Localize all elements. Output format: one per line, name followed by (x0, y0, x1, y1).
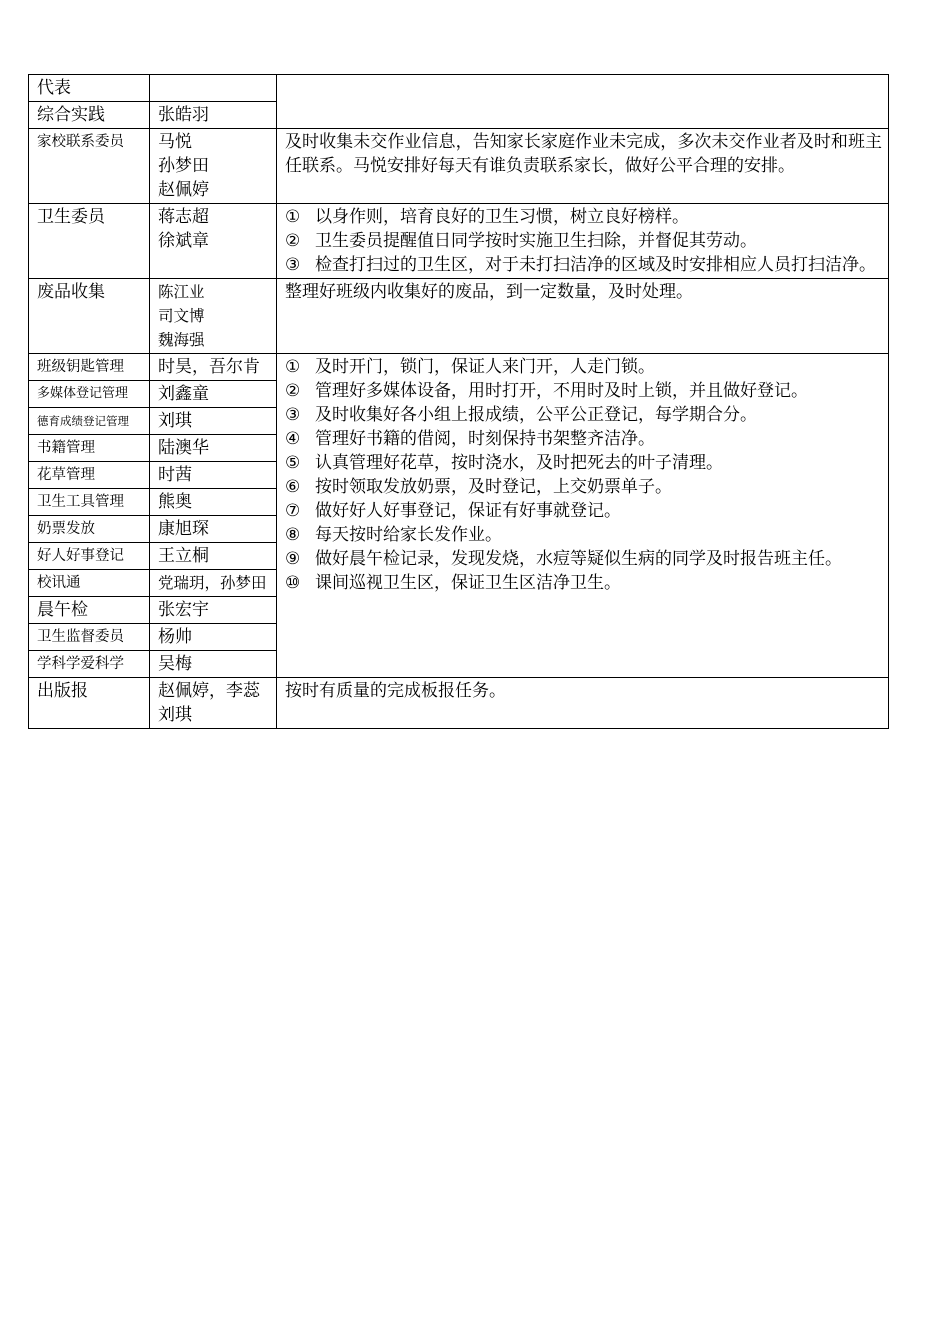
role-cell: 好人好事登记 (29, 543, 150, 570)
list-item: ⑤ 认真管理好花草，按时浇水，及时把死去的叶子清理。 (285, 453, 723, 473)
name: 陈江业 (158, 283, 205, 301)
list-item: ① 以身作则，培育良好的卫生习惯，树立良好榜样。 (285, 207, 689, 227)
list-item: ⑩ 课间巡视卫生区，保证卫生区洁净卫生。 (285, 573, 621, 593)
names-cell: 张皓羽 (150, 102, 277, 129)
list-item: ① 及时开门，锁门，保证人来门开，人走门锁。 (285, 357, 655, 377)
role-cell: 书籍管理 (29, 435, 150, 462)
name: 马悦 (158, 132, 192, 152)
table-row (29, 279, 889, 354)
name: 刘琪 (158, 705, 192, 725)
duty-cell: 整理好班级内收集好的废品，到一定数量，及时处理。 (277, 279, 889, 354)
names-cell: 张宏宇 (150, 597, 277, 624)
table-row (29, 129, 889, 204)
names-cell: 时昊，吾尔肯 (150, 354, 277, 381)
role-cell: 卫生监督委员 (29, 624, 150, 651)
role-cell: 卫生委员 (29, 204, 150, 279)
list-item: ⑧ 每天按时给家长发作业。 (285, 525, 502, 545)
names-cell: 熊奥 (150, 489, 277, 516)
names-cell: 刘鑫童 (150, 381, 277, 408)
duty-cell: 按时有质量的完成板报任务。 (277, 678, 889, 729)
role-cell: 班级钥匙管理 (29, 354, 150, 381)
names-cell: 康旭琛 (150, 516, 277, 543)
table-row (29, 204, 889, 279)
role-cell: 晨午检 (29, 597, 150, 624)
role-cell: 废品收集 (29, 279, 150, 354)
names-cell: 时茜 (150, 462, 277, 489)
role-cell: 学科学爱科学 (29, 651, 150, 678)
table-row (29, 678, 889, 729)
names-cell: 王立桐 (150, 543, 277, 570)
duty-list (285, 205, 882, 277)
names-cell: 党瑞玥，孙梦田 (150, 570, 277, 597)
names-cell: 刘琪 (150, 408, 277, 435)
role-cell: 卫生工具管理 (29, 489, 150, 516)
names-cell (150, 279, 277, 354)
role-cell: 奶票发放 (29, 516, 150, 543)
role-cell: 德育成绩登记管理 (29, 408, 150, 435)
role-cell: 花草管理 (29, 462, 150, 489)
names-cell: 杨帅 (150, 624, 277, 651)
name: 孙梦田 (158, 156, 209, 176)
duty-cell (277, 75, 889, 129)
name: 魏海强 (158, 331, 205, 349)
names-cell: 吴梅 (150, 651, 277, 678)
list-item: ③ 及时收集好各小组上报成绩，公平公正登记，每学期合分。 (285, 405, 757, 425)
name: 徐斌章 (158, 231, 209, 251)
list-item: ② 卫生委员提醒值日同学按时实施卫生扫除，并督促其劳动。 (285, 231, 757, 251)
table-row (29, 354, 889, 381)
list-item: ④ 管理好书籍的借阅，时刻保持书架整齐洁净。 (285, 429, 655, 449)
duty-list (285, 355, 882, 595)
names-cell (150, 129, 277, 204)
name: 赵佩婷，李蕊 (158, 681, 260, 701)
duty-cell: 及时收集未交作业信息，告知家长家庭作业未完成，多次未交作业者及时和班主任联系。马悦安排好每天有谁负责联系家长，做好公平合理的安排。 (277, 129, 889, 204)
names-cell: 陆澳华 (150, 435, 277, 462)
list-item: ⑥ 按时领取发放奶票，及时登记，上交奶票单子。 (285, 477, 672, 497)
name: 赵佩婷 (158, 180, 209, 200)
role-cell: 综合实践 (29, 102, 150, 129)
name: 蒋志超 (158, 207, 209, 227)
list-item: ⑦ 做好好人好事登记，保证有好事就登记。 (285, 501, 621, 521)
duty-cell (277, 204, 889, 279)
role-cell: 校讯通 (29, 570, 150, 597)
table-row (29, 75, 889, 102)
list-item: ⑨ 做好晨午检记录，发现发烧，水痘等疑似生病的同学及时报告班主任。 (285, 549, 842, 569)
duty-cell (277, 354, 889, 678)
list-item: ③ 检查打扫过的卫生区，对于未打扫洁净的区域及时安排相应人员打扫洁净。 (285, 255, 876, 275)
names-cell (150, 678, 277, 729)
role-cell: 代表 (29, 75, 150, 102)
list-item: ② 管理好多媒体设备，用时打开，不用时及时上锁，并且做好登记。 (285, 381, 808, 401)
role-cell: 出版报 (29, 678, 150, 729)
name: 司文博 (158, 307, 205, 325)
names-cell (150, 75, 277, 102)
role-cell: 多媒体登记管理 (29, 381, 150, 408)
names-cell (150, 204, 277, 279)
role-cell: 家校联系委员 (29, 129, 150, 204)
duty-table (28, 74, 889, 729)
